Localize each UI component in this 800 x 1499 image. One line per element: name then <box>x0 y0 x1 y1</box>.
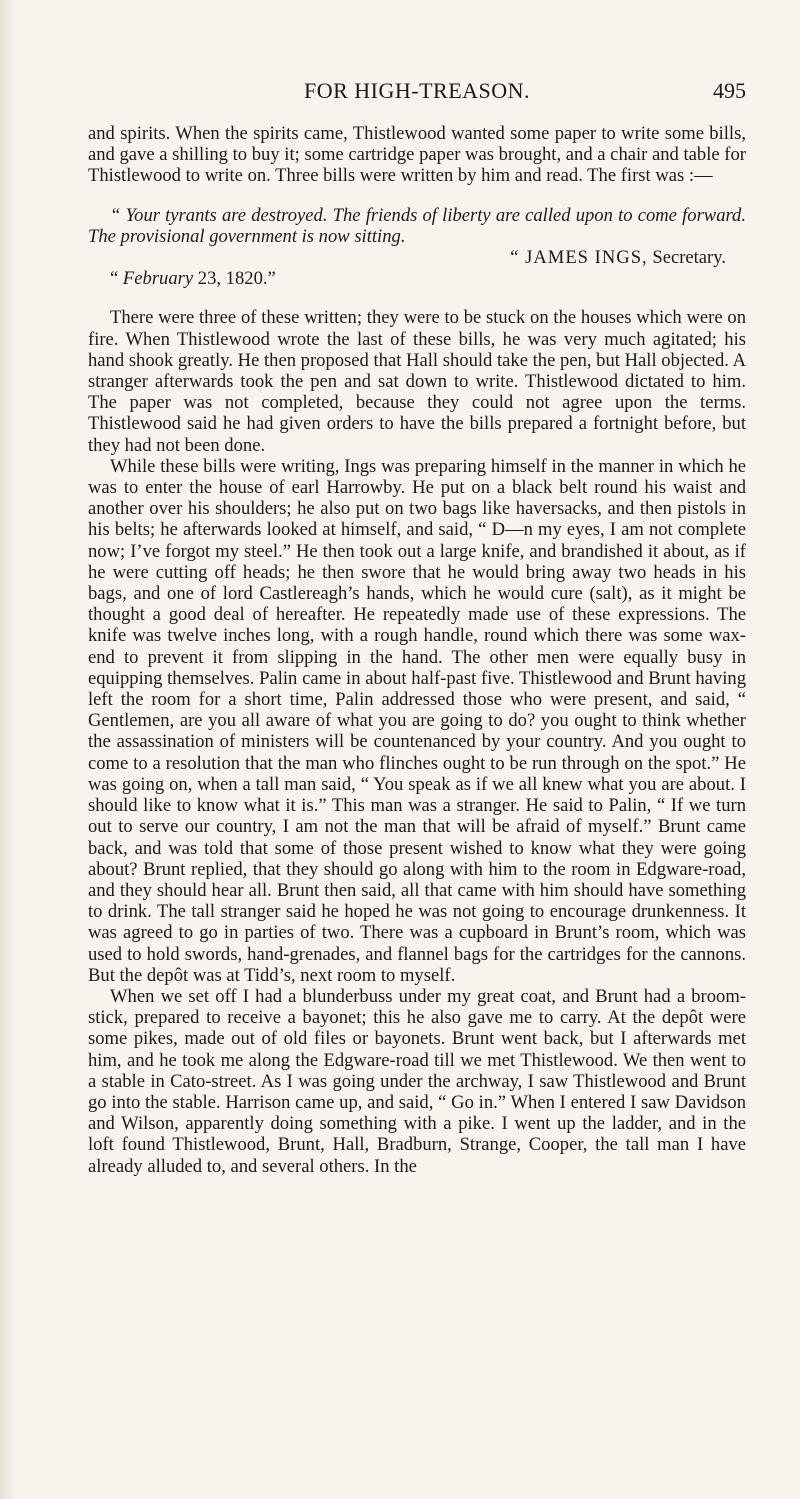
running-head: FOR HIGH-TREASON. <box>303 78 531 103</box>
page-number: 495 <box>713 78 746 103</box>
page-header <box>88 78 746 108</box>
page-gutter-shadow <box>0 0 16 1499</box>
body-text <box>88 123 746 1177</box>
date-open-quote: “ <box>110 268 123 290</box>
date-month: February <box>122 268 194 290</box>
paragraph-setting-off: When we set off I had a blunderbuss under my great coat, and Brunt had a broom-stick, prepared to receive a bayonet; this he also gave me to carry. At the depôt were some pikes, made out of old files or bayonets. Brunt went back, but I afterwards met him, and he took me along the Edgware-road till we met Thistlewood. We then went to a stable in Cato-street. As I was going under the archway, I saw Thistlewood and Brunt go into the stable. Harrison came up, and said, “ Go in.” When I entered I saw Davidson and Wilson, apparently doing something with a pike. I went up the ladder, and in the loft found Thistlewood, Brunt, Hall, Bradburn, Strange, Cooper, the tall man I have already alluded to, and several others. In the <box>88 985 746 1177</box>
signature-name: “ JAMES INGS, <box>510 247 648 269</box>
date-rest: 23, 1820.” <box>193 268 276 290</box>
paragraph-bills-on-fire: There were three of these written; they were to be stuck on the houses which were on fire. When Thistlewood wrote the last of these bills, he was very much agitated; his hand shook greatly. He then proposed that Hall should take the pen, but Hall objected. A stranger afterwards took the pen and sat down to write. Thistlewood dictated to him. The paper was not completed, because they could not agree upon the terms. Thistlewood said he had given orders to have the bills prepared a fortnight before, but they had not been done. <box>88 307 746 456</box>
paragraph-ings-preparing: While these bills were writing, Ings was preparing himself in the manner in which he was to enter the house of earl Harrowby. He put on a black belt round his waist and another over his shoulders; he also put on two bags like haversacks, and then pistols in his belts; he afterwards looked at himself, and said, “ D—n my eyes, I am not complete now; I’ve forgot my steel.” He then took out a large knife, and brandished it about, as if he were cutting off heads; he then swore that he would bring away two heads in his bags, and one of lord Castlereagh’s hands, which he would cure (salt), as it might be thought a good deal of hereafter. He repeatedly made use of these expressions. The knife was twelve inches long, with a rough handle, round which there was some wax-end to prevent it from slipping in the hand. The other men were equally busy in equipping themselves. Palin came in about half-past five. Thistlewood and Brunt having left the room for a short time, Palin addressed those who were present, and said, “ Gentlemen, are you all aware of what you are going to do? you ought to think whether the assassination of ministers will be countenanced by your country. And you ought to come to a resolution that the man who flinches ought to be run through on the spot.” He was going on, when a tall man said, “ You speak as if we all knew what you are about. I should like to know what it is.” This man was a stranger. He said to Palin, “ If we turn out to serve our country, I am not the man that will be afraid of myself.” Brunt came back, and was told that some of those present wished to know what they were going about? Brunt replied, that they should go along with him to the room in Edgware-road, and they should hear all. Brunt then said, all that came with him should have something to drink. The tall stranger said he hoped he was not going to encourage drunkenness. It was agreed to go in parties of two. There was a cupboard in Brunt’s room, which was used to hold swords, hand-grenades, and flannel bags for the cartridges for the cannons. But the depôt was at Tidd’s, next room to myself. <box>88 455 746 986</box>
bill-date <box>88 268 746 289</box>
paragraph-intro: and spirits. When the spirits came, Thistlewood wanted some paper to write some bills, and gave a shilling to buy it; some cartridge paper was brought, and a chair and table for Thistlewood to write on. Three bills were written by him and read. The first was :— <box>88 123 746 187</box>
bill-quote: “ Your tyrants are destroyed. The friends of liberty are called upon to come forward. The provisional government is now sitting. <box>88 204 746 247</box>
bill-signature <box>88 247 746 268</box>
signature-title: Secretary. <box>647 247 726 269</box>
